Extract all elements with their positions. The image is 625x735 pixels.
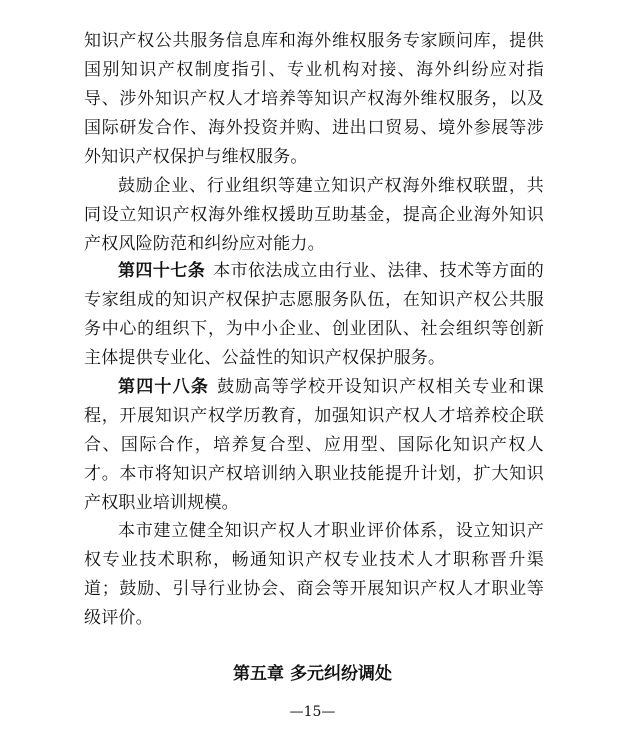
paragraph-overseas-alliance <box>84 172 544 259</box>
paragraph-continuation <box>84 27 544 172</box>
paragraph-text: 知识产权公共服务信息库和海外维权服务专家顾问库，提供国别知识产权制度指引、专业机构对接、海外纠纷应对指导、涉外知识产权人才培养等知识产权海外维权服务，以及国际研发合作、海外投资并购、进出口贸易、境外参展等涉外知识产权保护与维权服务。 <box>84 31 544 167</box>
article-text: 鼓励高等学校开设知识产权相关专业和课程，开展知识产权学历教育，加强知识产权人才培养校企联合、国际合作，培养复合型、应用型、国际化知识产权人才。本市将知识产权培训纳入职业技能提升计划，扩大知识产权职业培训规模。 <box>84 377 544 513</box>
article-48 <box>84 373 544 518</box>
article-47 <box>84 257 544 373</box>
page-number: —15— <box>289 704 336 720</box>
paragraph-talent-evaluation <box>84 517 544 633</box>
article-number: 第四十八条 <box>118 377 210 397</box>
paragraph-text: 本市建立健全知识产权人才职业评价体系，设立知识产权专业技术职称，畅通知识产权专业技术人才职称晋升渠道；鼓励、引导行业协会、商会等开展知识产权人才职业等级评价。 <box>84 521 544 628</box>
article-number: 第四十七条 <box>118 261 206 281</box>
chapter-heading: 第五章 多元纠纷调处 <box>233 664 392 684</box>
article-text: 本市依法成立由行业、法律、技术等方面的专家组成的知识产权保护志愿服务队伍，在知识产权公共服务中心的组织下，为中小企业、创业团队、社会组织等创新主体提供专业化、公益性的知识产权保护服务。 <box>84 261 544 368</box>
paragraph-text: 鼓励企业、行业组织等建立知识产权海外维权联盟，共同设立知识产权海外维权援助互助基金，提高企业海外知识产权风险防范和纠纷应对能力。 <box>84 176 544 254</box>
